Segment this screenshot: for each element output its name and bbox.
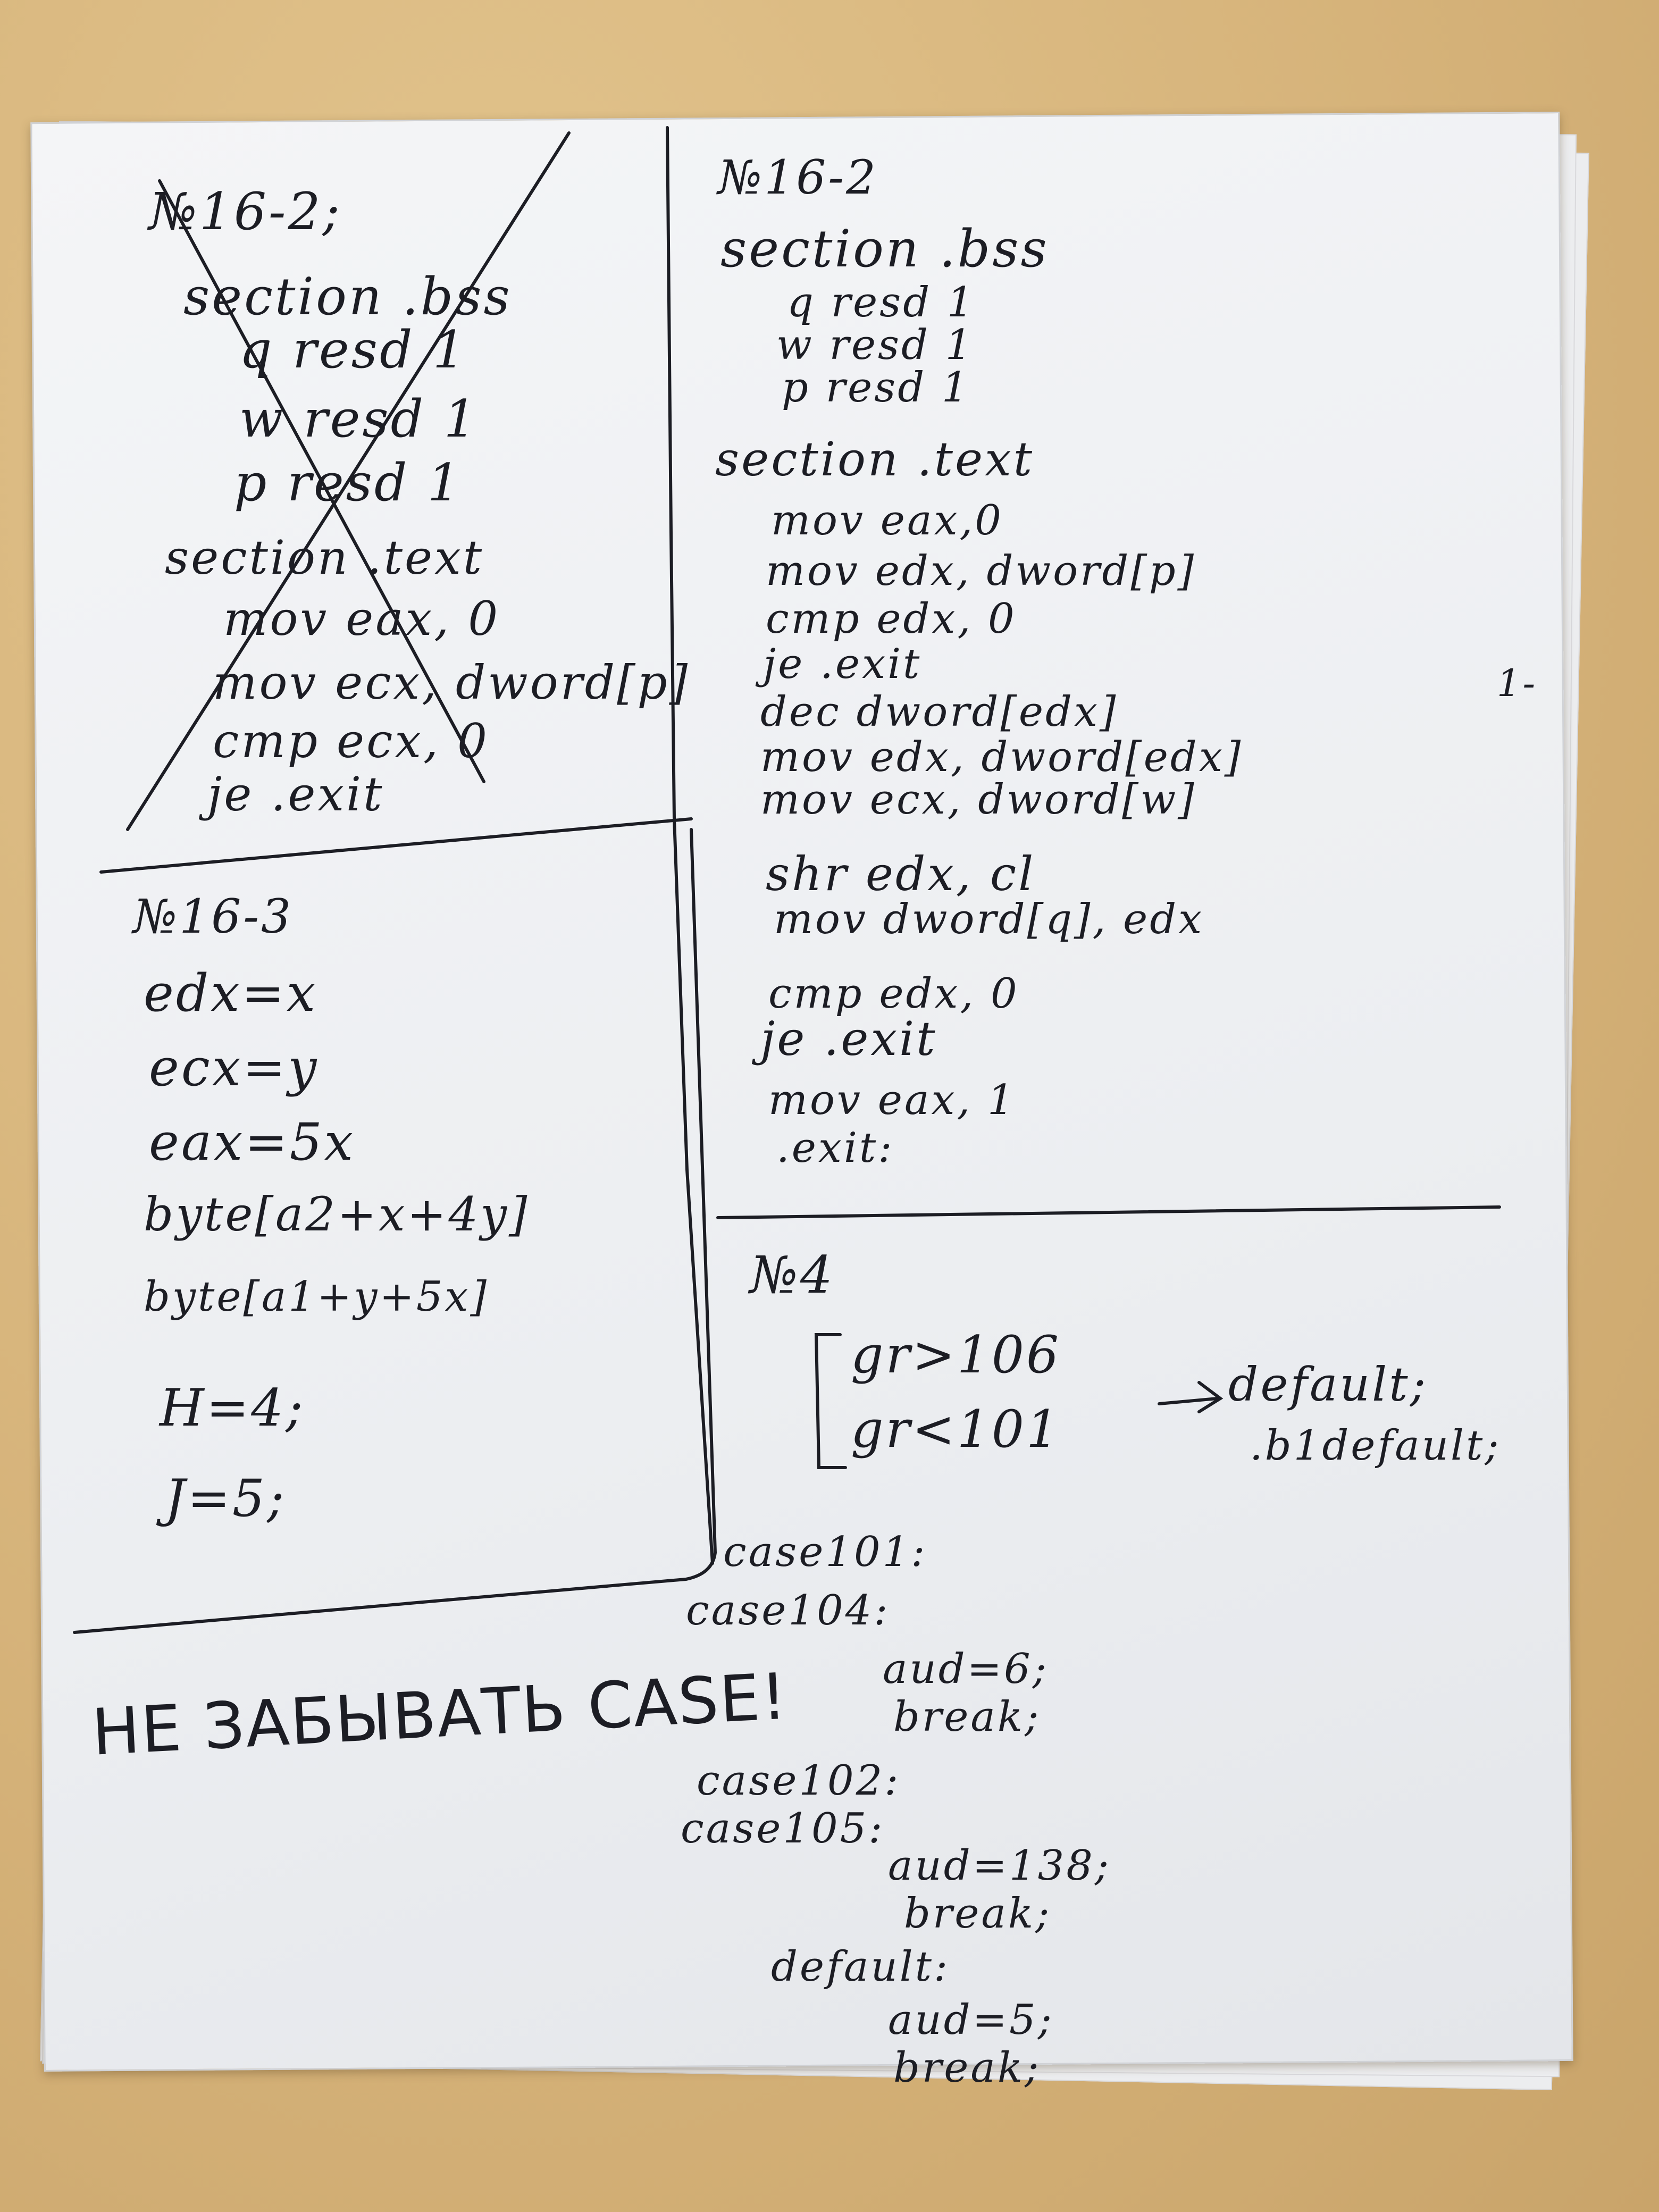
code-line: mov eax, 1 [768, 1076, 1016, 1124]
block-4-title: №4 [750, 1245, 835, 1305]
code-line: H=4; [160, 1378, 305, 1438]
struck-line: q resd 1 [239, 320, 467, 380]
code-line: byte[a2+x+4y] [144, 1187, 530, 1242]
code-line: mov edx, dword[edx] [760, 733, 1243, 781]
divider-line [718, 1207, 1499, 1218]
struck-line: section .text [165, 530, 484, 585]
code-line: mov edx, dword[p] [766, 547, 1196, 595]
struck-line: mov eax, 0 [223, 591, 500, 646]
code-line: section .bss [720, 219, 1049, 279]
target-line: default; [1228, 1357, 1428, 1412]
struck-line: section .bss [183, 267, 512, 326]
code-line: section .text [715, 432, 1035, 487]
code-line: q resd 1 [787, 279, 976, 326]
code-line: edx=x [144, 963, 317, 1023]
arrow-mark [1199, 1382, 1220, 1412]
margin-mark: 1- [1497, 661, 1538, 705]
condition-line: gr>106 [851, 1325, 1061, 1385]
code-line: ecx=y [149, 1038, 319, 1097]
block-16-3-title: №16-3 [133, 889, 293, 944]
code-line: je .exit [760, 1011, 937, 1066]
struck-line: cmp ecx, 0 [213, 714, 489, 768]
case-line: case105: [681, 1805, 885, 1853]
condition-line: gr<101 [851, 1400, 1061, 1459]
divider-line [101, 819, 691, 872]
case-line: aud=138; [888, 1842, 1111, 1890]
case-line: case102: [697, 1757, 901, 1805]
code-line: mov dword[q], edx [774, 895, 1204, 943]
code-line: cmp edx, 0 [768, 970, 1019, 1018]
code-line: w resd 1 [776, 321, 974, 369]
code-line: cmp edx, 0 [766, 595, 1017, 643]
code-line: mov ecx, dword[w] [760, 776, 1196, 824]
code-line: shr edx, cl [766, 847, 1036, 901]
code-line: p resd 1 [782, 364, 970, 412]
struck-line: je .exit [207, 767, 384, 822]
code-line: byte[a1+y+5x] [144, 1273, 489, 1321]
struck-line: p resd 1 [234, 453, 462, 513]
arrow-mark [1159, 1398, 1218, 1404]
code-line: mov eax,0 [771, 497, 1003, 544]
case-line: default: [771, 1943, 950, 1991]
bracket-mark [816, 1335, 845, 1468]
case-line: aud=5; [888, 1996, 1054, 2044]
code-line: .exit: [776, 1124, 894, 1172]
case-line: break; [904, 1890, 1052, 1938]
code-line: J=5; [165, 1469, 287, 1528]
case-line: break; [893, 2044, 1041, 2092]
target-line: .b1default; [1250, 1422, 1501, 1470]
divider-line [667, 128, 713, 1563]
case-line: case101: [723, 1528, 927, 1576]
struck-line: w resd 1 [239, 389, 479, 449]
case-line: aud=6; [883, 1645, 1049, 1693]
case-line: case104: [686, 1587, 890, 1635]
code-line: eax=5x [149, 1112, 355, 1172]
block-16-2-title: №16-2 [718, 150, 878, 205]
case-line: break; [893, 1693, 1041, 1741]
reminder-text: НЕ ЗАБЫВАТЬ CASE! [90, 1660, 790, 1770]
struck-line: №16-2; [149, 182, 342, 241]
struck-line: mov ecx, dword[p] [213, 655, 690, 710]
code-line: je .exit [763, 640, 922, 688]
code-line: dec dword[edx] [760, 688, 1118, 736]
